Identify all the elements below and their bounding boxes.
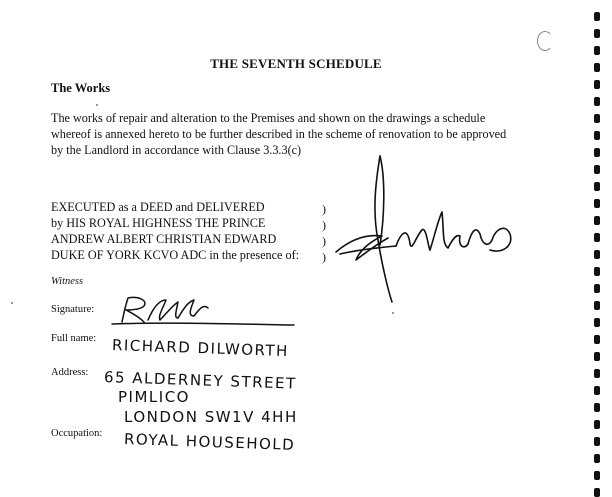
bracket: ) [322,250,326,264]
bracket: ) [322,234,326,248]
binding-hole [594,369,600,378]
principal-signature [330,150,520,310]
binding-hole [594,284,600,293]
paragraph-line: by the Landlord in accordance with Clause 3.3.3(c) [51,143,302,157]
witness-label: Witness [51,276,84,287]
witness-signature [108,294,298,330]
scan-mark [537,31,553,51]
binding-hole [594,420,600,429]
binding-hole [594,437,600,446]
address-line: PIMLICO [118,388,190,406]
execution-line: ANDREW ALBERT CHRISTIAN EDWARD [51,232,277,246]
binding-hole [594,80,600,89]
occupation-value: ROYAL HOUSEHOLD [123,430,296,454]
bracket: ) [322,218,326,232]
address-block [104,368,298,426]
full-name-label: Full name: [51,333,97,344]
binding-hole [594,488,600,497]
binding-hole [594,386,600,395]
execution-block [51,199,299,263]
bracket: ) [322,202,326,216]
scan-speck [96,104,98,106]
binding-hole [594,335,600,344]
binding-holes [588,0,612,489]
section-heading: The Works [51,81,111,95]
binding-hole [594,318,600,327]
binding-hole [594,29,600,38]
binding-hole [594,301,600,310]
binding-hole [594,471,600,480]
paragraph-line: whereof is annexed hereto to be further described in the scheme of renovation to be approved [51,127,507,141]
binding-hole [594,46,600,55]
binding-hole [594,403,600,412]
binding-hole [594,233,600,242]
binding-hole [594,182,600,191]
signature-label: Signature: [51,304,95,315]
scan-speck [392,312,394,314]
binding-hole [594,267,600,276]
scan-speck [11,302,13,304]
binding-hole [594,199,600,208]
execution-brackets [322,201,326,265]
binding-hole [594,63,600,72]
execution-line: EXECUTED as a DEED and DELIVERED [51,200,265,214]
binding-hole [594,352,600,361]
address-line: 65 ALDERNEY STREET [103,368,297,393]
address-label: Address: [51,367,89,378]
occupation-label: Occupation: [51,428,103,439]
schedule-title: THE SEVENTH SCHEDULE [210,56,382,71]
binding-hole [594,165,600,174]
address-line: LONDON SW1V 4HH [124,408,298,426]
paragraph-line: The works of repair and alteration to the Premises and shown on the drawings a schedule [51,111,486,125]
binding-hole [594,131,600,140]
binding-hole [594,97,600,106]
full-name-value: RICHARD DILWORTH [111,336,290,361]
binding-hole [594,216,600,225]
execution-line: DUKE OF YORK KCVO ADC in the presence of: [51,248,300,262]
binding-hole [594,250,600,259]
binding-hole [594,12,600,21]
execution-line: by HIS ROYAL HIGHNESS THE PRINCE [51,216,266,230]
binding-hole [594,148,600,157]
binding-hole [594,454,600,463]
binding-hole [594,114,600,123]
